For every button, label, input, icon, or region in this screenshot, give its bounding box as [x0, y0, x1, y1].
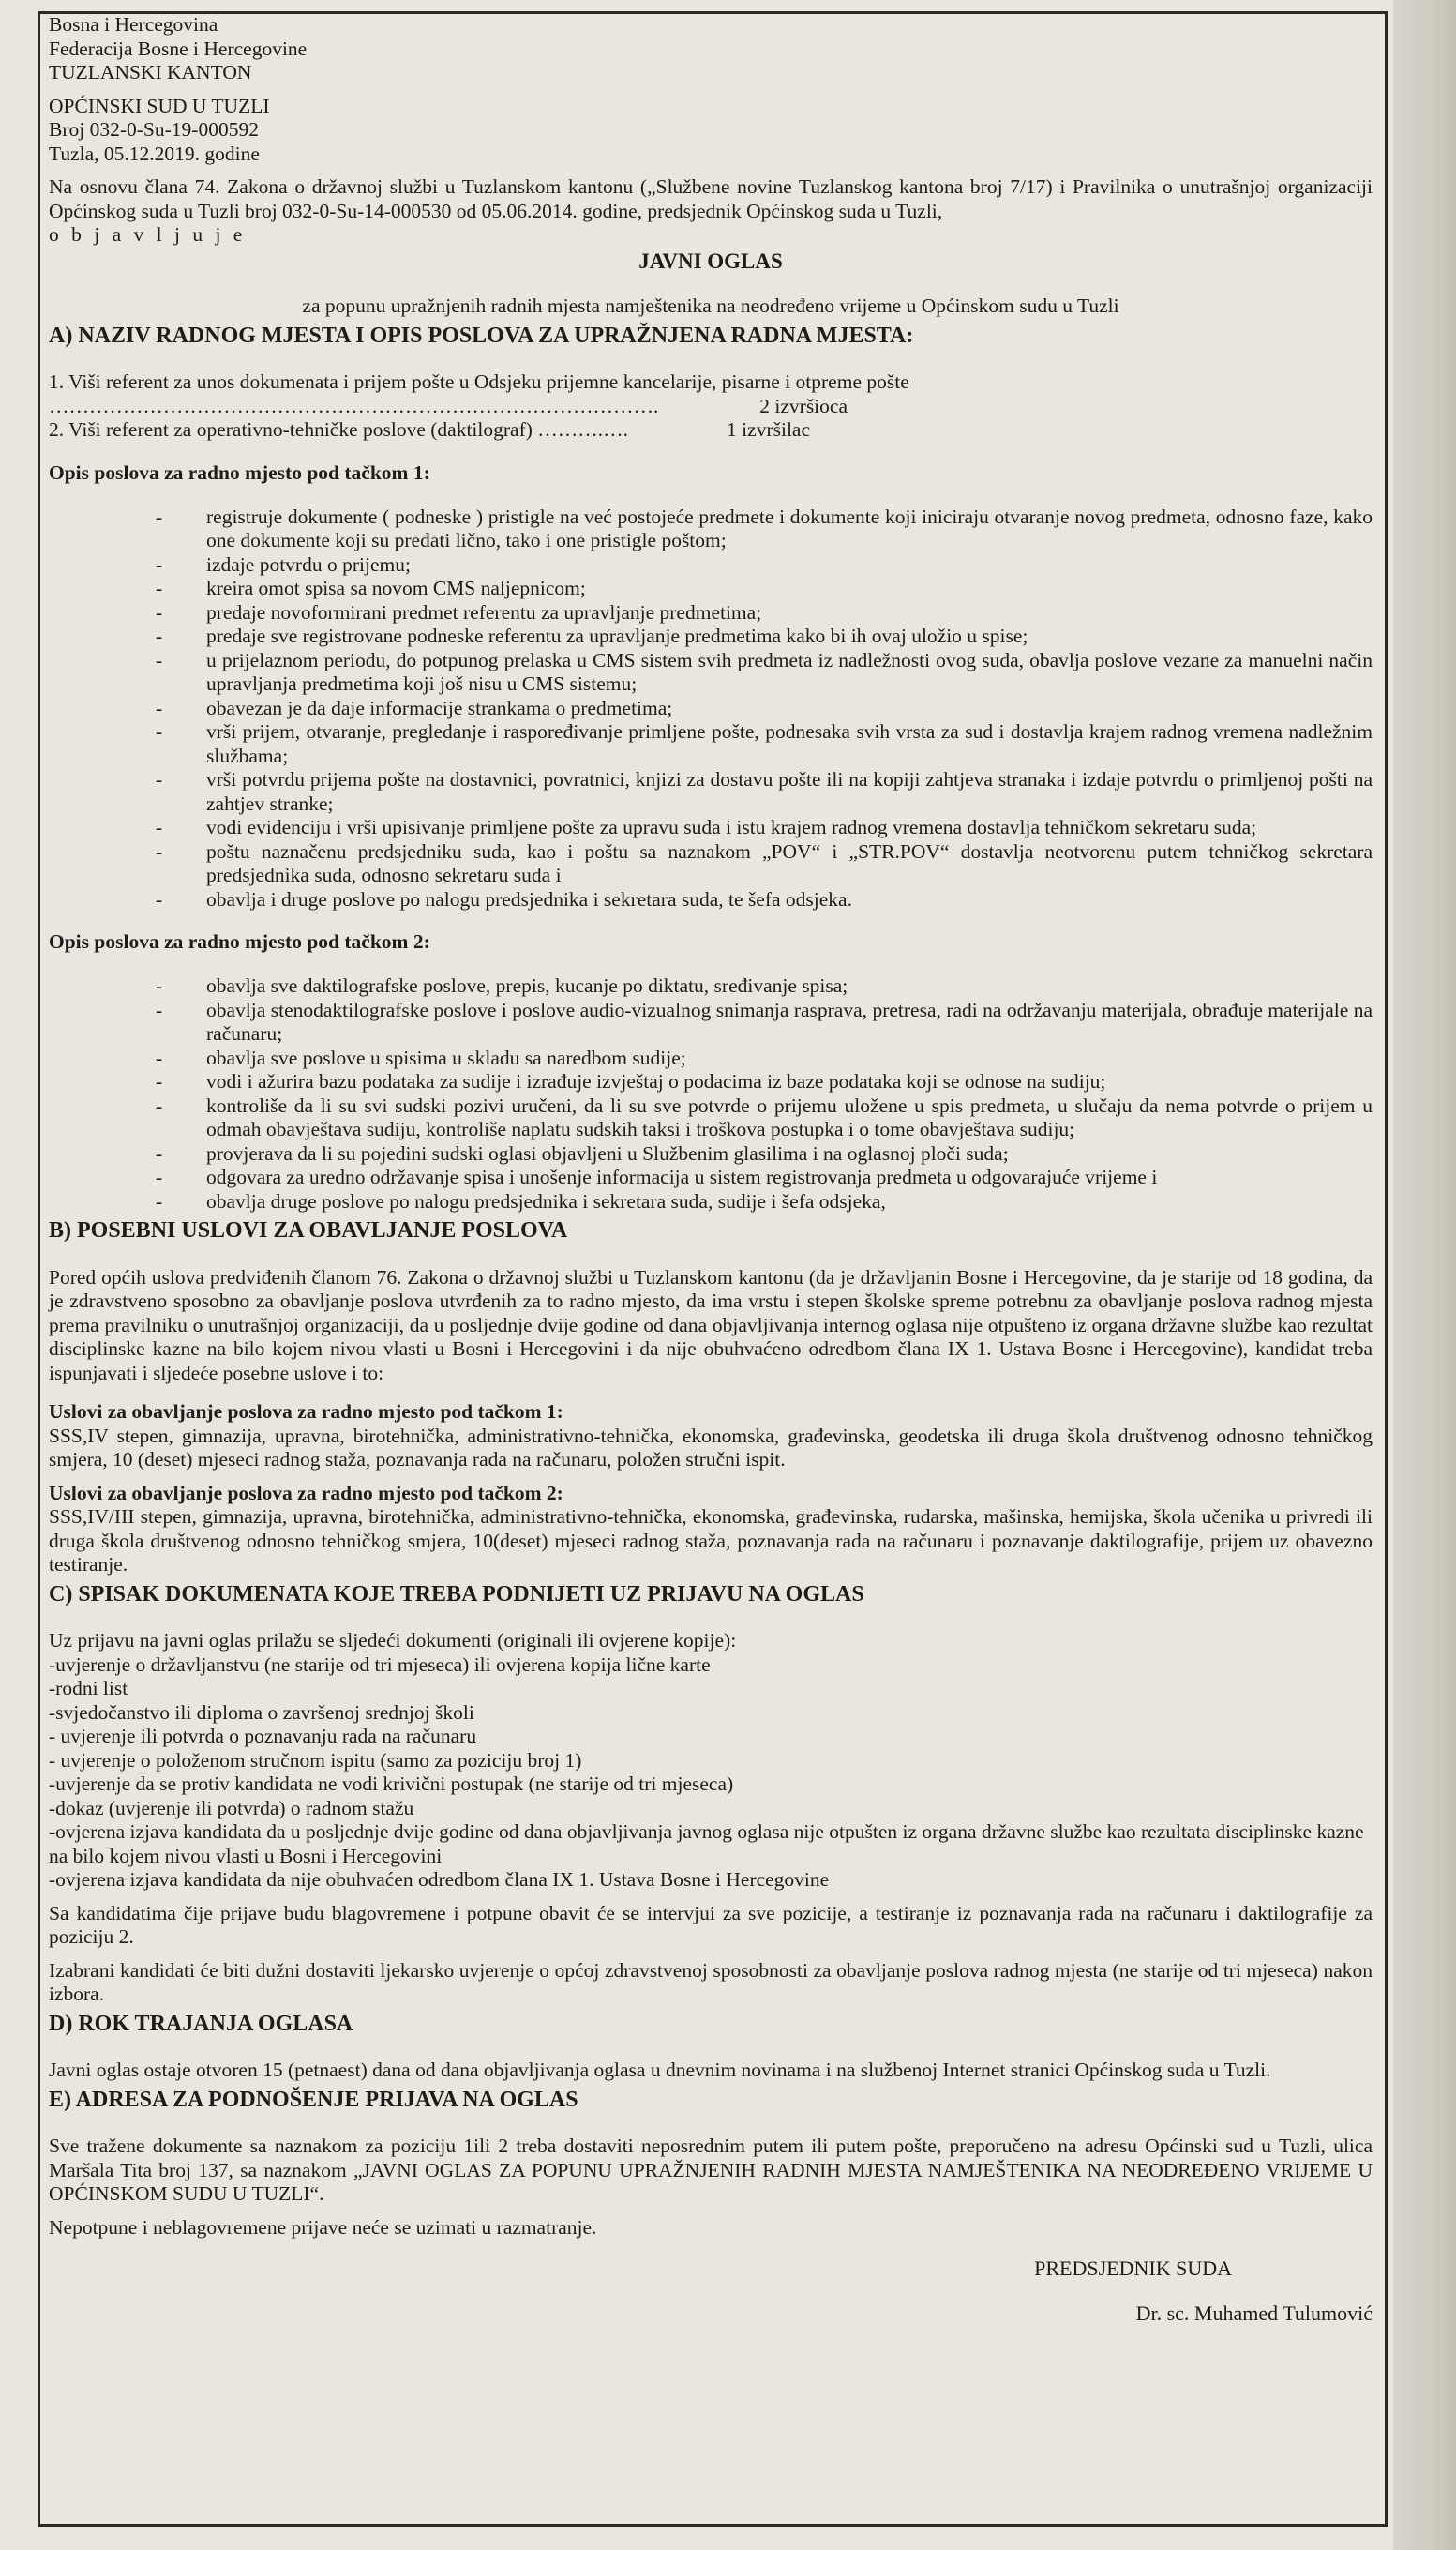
duty-item-text: obavlja sve poslove u spisima u skladu sa naredbom sudije;	[206, 1046, 686, 1069]
duties-2-heading: Opis poslova za radno mjesto pod tačkom 2:	[49, 930, 430, 953]
duty-item	[49, 999, 1373, 1047]
duty-item-text: vrši prijem, otvaranje, pregledanje i raspoređivanje primljene pošte, podnesaka svih vrsta za sud i dostavlja krajem radnog vremena nadležnim službama;	[206, 720, 1373, 767]
duty-item	[49, 505, 1373, 553]
document-number: Broj 032-0-Su-19-000592	[49, 118, 259, 141]
section-a-heading: A) NAZIV RADNOG MJESTA I OPIS POSLOVA ZA UPRAŽNJENA RADNA MJESTA:	[49, 323, 914, 348]
duty-item-text: vrši potvrdu prijema pošte na dostavnici, povratnici, knjizi za dostavu pošte ili na kopiji zahtjeva stranaka i izdaje potvrdu o primljenoj pošti na zahtjev stranke;	[206, 768, 1373, 815]
document-item	[49, 1749, 1373, 1773]
bullet-dash: -	[156, 974, 163, 997]
duties-1-list	[49, 505, 1373, 913]
notice-title: JAVNI OGLAS	[638, 249, 783, 273]
bullet-dash: -	[156, 768, 163, 791]
duty-item	[49, 974, 1373, 999]
section-c-heading: C) SPISAK DOKUMENATA KOJE TREBA PODNIJETI UZ PRIJAVU NA OGLAS	[49, 1581, 864, 1607]
conditions-2-text: SSS,IV/III stepen, gimnazija, upravna, birotehnička, administrativno-tehnička, ekonomska, građevinska, rudarska, mašinska, hemijska, škola učenika u privredi ili druga škola društvenog odnosno tehničkog smjera, 10(deset) mjeseci radnog staža, poznavanja rada na računaru i poznavanje daktilografije, prijem uz obavezno testiranje.	[49, 1505, 1373, 1576]
duty-item	[49, 697, 1373, 721]
issuer-header	[49, 13, 1373, 166]
bullet-dash: -	[156, 577, 163, 599]
section-e-heading: E) ADRESA ZA PODNOŠENJE PRIJAVA NA OGLAS	[49, 2087, 578, 2112]
duty-item-text: u prijelaznom periodu, do potpunog prelaska u CMS sistem svih predmeta iz nadležnosti ovog suda, obavlja poslove vezane za manuelni način upravljanja predmetima koji još nisu u CMS sistemu;	[206, 648, 1373, 695]
header-line: Bosna i Hercegovina	[49, 13, 218, 36]
intro-paragraph: Na osnovu člana 74. Zakona o državnoj službi u Tuzlanskom kantonu („Službene novine Tuzlanskog kantona broj 7/17) i Pravilnika o unutrašnjoj organizaciji Općinskog suda u Tuzli broj 032-0-Su-14-000530 od 05.06.2014. godine, predsjednik Općinskog suda u Tuzli,	[49, 175, 1373, 222]
bullet-dash: -	[156, 1189, 163, 1213]
section-b-heading: B) POSEBNI USLOVI ZA OBAVLJANJE POSLOVA	[49, 1218, 568, 1243]
duty-item-text: poštu naznačenu predsjedniku suda, kao i poštu sa naznakom „POV“ i „STR.POV“ dostavlja neotvorenu putem tehničkog sekretara predsjednika suda, odnosno sekretaru suda i	[206, 839, 1373, 886]
signature-name: Dr. sc. Muhamed Tulumović	[1135, 2301, 1373, 2325]
position-2-count: 1 izvršilac	[727, 418, 810, 441]
duty-item-text: vodi evidenciju i vrši upisivanje primljene pošte za upravu suda i istu krajem radnog vremena dostavlja tehničkom sekretaru suda;	[206, 816, 1257, 838]
bullet-dash: -	[156, 816, 163, 838]
bullet-dash: -	[156, 1141, 163, 1165]
duty-item	[49, 1070, 1373, 1094]
conditions-2-heading: Uslovi za obavljanje poslova za radno mjesto pod tačkom 2:	[49, 1481, 563, 1504]
duty-item	[49, 553, 1373, 578]
duty-item-text: provjerava da li su pojedini sudski oglasi objavljeni u Službenim glasilima i na oglasnoj ploči suda;	[206, 1141, 1009, 1165]
document-item-text: -uvjerenje o državljanstvu (ne starije od tri mjeseca) ili ovjerena kopija lične karte	[49, 1652, 711, 1676]
bullet-dash: -	[156, 1046, 163, 1069]
interview-note: Sa kandidatima čije prijave budu blagovremene i potpune obavit će se intervjui za sve pozicije, a testiranje iz poznavanja rada na računaru i daktilografije za poziciju 2.	[49, 1901, 1373, 1948]
section-b-text: Pored općih uslova predviđenih članom 76. Zakona o državnoj službi u Tuzlanskom kantonu (da je državljanin Bosne i Hercegovine, da je starije od 18 godina, da je zdravstveno sposobno za obavljanje poslova utvrđenih za to radno mjesto, da ima vrstu i stepen školske spreme potrebnu za obavljanje poslova radnog mjesta prema pravilniku o unutrašnjoj organizaciji, da u posljednje dvije godine od dana objavljivanja internog oglasa nije otpušteno iz organa državne službe kao rezultat disciplinske kazne na bilo kojem nivou vlasti u Bosni i Hercegovini i da nije obuhvaćeno odredbom člana IX 1. Ustava Bosne i Hercegovine), kandidat treba ispunjavati i sljedeće posebne uslove i to:	[49, 1265, 1373, 1384]
duty-item-text: kreira omot spisa sa novom CMS naljepnicom;	[206, 577, 586, 599]
duty-item	[49, 816, 1373, 840]
bullet-dash: -	[156, 1166, 163, 1188]
documents-list	[49, 1653, 1373, 1893]
public-notice-document	[49, 13, 1373, 2346]
duty-item	[49, 1047, 1373, 1071]
duty-item-text: predaje sve registrovane podneske referentu za upravljanje predmetima kako bi ih ovaj uložio u spise;	[206, 625, 1028, 647]
duty-item-text: obavezan je da daje informacije strankama o predmetima;	[206, 696, 673, 719]
document-item	[49, 1677, 1373, 1701]
duty-item-text: izdaje potvrdu o prijemu;	[206, 552, 411, 576]
document-item	[49, 1725, 1373, 1749]
document-item-text: -ovjerena izjava kandidata da nije obuhvaćen odredbom člana IX 1. Ustava Bosne i Hercegovine	[49, 1868, 830, 1891]
document-item	[49, 1773, 1373, 1797]
bullet-dash: -	[156, 696, 163, 719]
section-d-text: Javni oglas ostaje otvoren 15 (petnaest) dana od dana objavljivanja oglasa u dnevnim novinama i na službenoj Internet stranici Općinskog suda u Tuzli.	[49, 2059, 1271, 2081]
document-item-text: -ovjerena izjava kandidata da u posljednje dvije godine od dana objavljivanja javnog oglasa nije otpušten iz organa državne službe kao rezultata disciplinske kazne na bilo kojem nivou vlasti u Bosni i Hercegovini	[49, 1820, 1364, 1867]
duty-item	[49, 625, 1373, 649]
document-item	[49, 1868, 1373, 1893]
position-2-title: 2. Viši referent za operativno-tehničke poslove (daktilograf) ……….….	[49, 418, 629, 441]
duty-item-text: obavlja stenodaktilografske poslove i poslove audio-vizualnog snimanja rasprava, pretresa, radi na održavanju materijala, obrađuje materijale na računaru;	[206, 998, 1373, 1045]
conditions-1-heading: Uslovi za obavljanje poslova za radno mjesto pod tačkom 1:	[49, 1400, 563, 1423]
duties-1-heading: Opis poslova za radno mjesto pod tačkom 1:	[49, 460, 430, 484]
conditions-1-text: SSS,IV stepen, gimnazija, upravna, birotehnička, administrativno-tehnička, ekonomska, građevinska, geodetska ili druga škola društvenog odnosno tehničkog smjera, 10 (deset) mjeseci radnog staža, poznavanja rada na računaru, položen stručni ispit.	[49, 1424, 1373, 1471]
document-item	[49, 1701, 1373, 1726]
duty-item	[49, 840, 1373, 888]
duty-item	[49, 1142, 1373, 1167]
duty-item	[49, 1190, 1373, 1215]
duty-item-text: vodi i ažurira bazu podataka za sudije i izrađuje izvještaj o podacima iz baze podataka koji se odnose na sudiju;	[206, 1070, 1106, 1093]
duties-2-list	[49, 974, 1373, 1214]
court-name: OPĆINSKI SUD U TUZLI	[49, 94, 270, 117]
duty-item	[49, 720, 1373, 768]
bullet-dash: -	[156, 720, 163, 743]
notice-subtitle: za popunu upražnjenih radnih mjesta namještenika na neodređeno vrijeme u Općinskom sudu u Tuzli	[302, 294, 1119, 317]
duty-item	[49, 577, 1373, 601]
signature-title: PREDSJEDNIK SUDA	[1034, 2256, 1232, 2280]
bullet-dash: -	[156, 648, 163, 671]
duty-item-text: obavlja druge poslove po nalogu predsjednika i sekretara suda, sudije i šefa odsjeka,	[206, 1189, 886, 1213]
position-1-count-row	[49, 395, 1373, 419]
documents-intro: Uz prijavu na javni oglas prilažu se sljedeći dokumenti (originali ili ovjerene kopije):	[49, 1629, 737, 1652]
duty-item	[49, 649, 1373, 697]
document-item	[49, 1797, 1373, 1821]
position-1-dots: ……………………………………………………………………………….	[49, 394, 659, 417]
duty-item-text: odgovara za uredno održavanje spisa i unošenje informacija u sistem registrovanja predmeta u odgovarajuće vrijeme i	[206, 1166, 1158, 1188]
duty-item	[49, 1166, 1373, 1190]
document-item-text: -rodni list	[49, 1677, 128, 1699]
position-1-count: 2 izvršioca	[759, 394, 848, 417]
document-item-text: -svjedočanstvo ili diploma o završenoj srednjoj školi	[49, 1700, 474, 1724]
section-d-heading: D) ROK TRAJANJA OGLASA	[49, 2011, 353, 2036]
adjacent-page-edge	[1393, 0, 1456, 2550]
duty-item-text: obavlja i druge poslove po nalogu predsjednika i sekretara suda, te šefa odsjeka.	[206, 887, 852, 911]
document-item-text: - uvjerenje o položenom stručnom ispitu (samo za poziciju broj 1)	[49, 1748, 582, 1772]
header-line: Federacija Bosne i Hercegovine	[49, 37, 308, 60]
bullet-dash: -	[156, 887, 163, 911]
section-e-text: Sve tražene dokumente sa naznakom za poziciju 1ili 2 treba dostaviti neposrednim putem ili putem pošte, preporučeno na adresu Općinski sud u Tuzli, ulica Maršala Tita broj 137, sa naznakom „JAVNI OGLAS ZA POPUNU UPRAŽNJENIH RADNIH MJESTA NAMJEŠTENIKA NA NEODREĐENO VRIJEME U OPĆINSKOM SUDU U TUZLI“.	[49, 2135, 1373, 2205]
bullet-dash: -	[156, 1070, 163, 1093]
bullet-dash: -	[156, 1094, 163, 1117]
duty-item-text: predaje novoformirani predmet referentu za upravljanje predmetima;	[206, 600, 762, 624]
document-item	[49, 1653, 1373, 1678]
medical-note: Izabrani kandidati će biti dužni dostaviti ljekarsko uvjerenje o općoj zdravstvenoj sposobnosti za obavljanje poslova radnog mjesta (ne starije od tri mjeseca) nakon izbora.	[49, 1958, 1373, 2005]
document-item-text: -uvjerenje da se protiv kandidata ne vodi krivični postupak (ne starije od tri mjeseca)	[49, 1773, 734, 1795]
duty-item-text: obavlja sve daktilografske poslove, prepis, kucanje po diktatu, sređivanje spisa;	[206, 974, 848, 997]
announces-line: o b j a v l j u j e	[49, 223, 247, 246]
duty-item-text: registruje dokumente ( podneske ) pristigle na već postojeće predmete i dokumente koji iniciraju otvaranje novog predmeta, odnosno faze, kako one dokumente koji su predati lično, tako i one pristigle poštom;	[206, 505, 1373, 551]
duty-item	[49, 601, 1373, 626]
duty-item	[49, 1094, 1373, 1142]
duty-item	[49, 768, 1373, 816]
bullet-dash: -	[156, 505, 163, 528]
position-1-title: 1. Viši referent za unos dokumenata i prijem pošte u Odsjeku prijemne kancelarije, pisarne i otpreme pošte	[49, 370, 909, 393]
bullet-dash: -	[156, 552, 163, 576]
position-2-row	[49, 418, 1373, 443]
bullet-dash: -	[156, 600, 163, 624]
document-date: Tuzla, 05.12.2019. godine	[49, 142, 260, 165]
document-item-text: -dokaz (uvjerenje ili potvrda) o radnom stažu	[49, 1796, 414, 1819]
incomplete-applications-note: Nepotpune i neblagovremene prijave neće se uzimati u razmatranje.	[49, 2215, 597, 2239]
duty-item	[49, 888, 1373, 913]
header-line: TUZLANSKI KANTON	[49, 61, 252, 83]
bullet-dash: -	[156, 998, 163, 1021]
bullet-dash: -	[156, 625, 163, 647]
bullet-dash: -	[156, 839, 163, 863]
duty-item-text: kontroliše da li su svi sudski pozivi uručeni, da li su sve potvrde o prijemu uložene u spis predmeta, u slučaju da nema potvrde o prijem u odmah obavještava sudiju, kontroliše naplatu sudskih taksi i troškova postupka i o tome obavještava sudiju;	[206, 1094, 1373, 1140]
document-item	[49, 1820, 1373, 1868]
document-item-text: - uvjerenje ili potvrda o poznavanju rada na računaru	[49, 1725, 477, 1747]
